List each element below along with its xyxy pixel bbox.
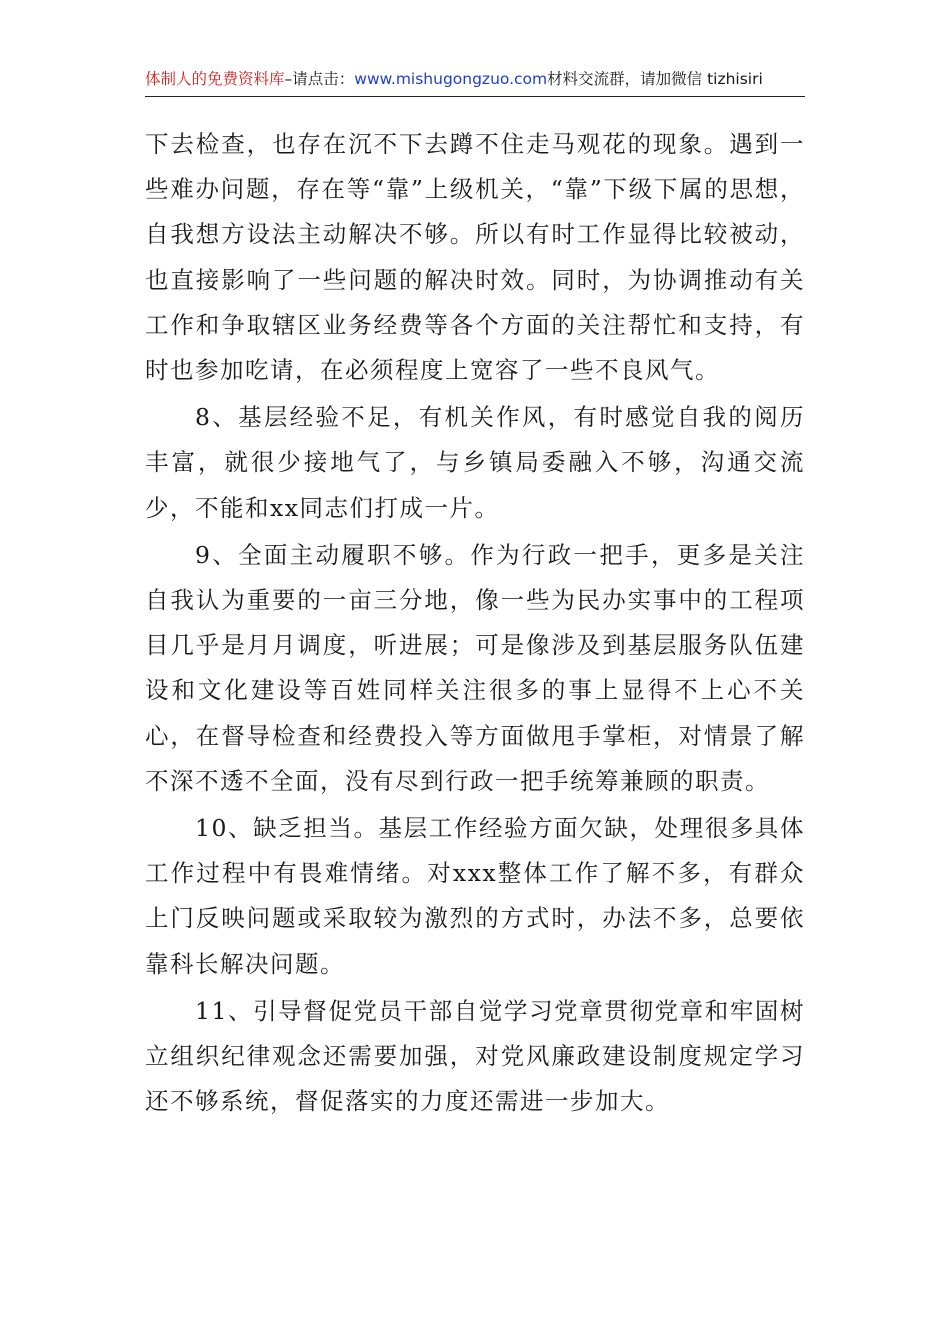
- header-wechat-text: 材料交流群，请加微信 tizhisiri: [547, 70, 763, 88]
- header-site-name: 体制人的免费资料库: [145, 70, 285, 88]
- document-body: [145, 122, 805, 1124]
- header-website-link[interactable]: www.mishugongzuo.com: [354, 70, 548, 88]
- paragraph-item-10: 10、缺乏担当。基层工作经验方面欠缺，处理很多具体工作过程中有畏难情绪。对xxx整体工作了解不多，有群众上门反映问题或采取较为激烈的方式时，办法不多，总要依靠科长解决问题。: [145, 814, 805, 978]
- header-prompt-text: –请点击：: [284, 70, 355, 88]
- paragraph-continuation: 下去检查，也存在沉不下去蹲不住走马观花的现象。遇到一些难办问题，存在等“靠”上级机关，“靠”下级下属的思想，自我想方设法主动解决不够。所以有时工作显得比较被动，也直接影响了一些问题的解决时效。同时，为协调推动有关工作和争取辖区业务经费等各个方面的关注帮忙和支持，有时也参加吃请，在必须程度上宽容了一些不良风气。: [145, 130, 805, 385]
- page-header: [145, 66, 805, 97]
- paragraph-item-11: 11、引导督促党员干部自觉学习党章贯彻党章和牢固树立组织纪律观念还需要加强，对党风廉政建设制度规定学习还不够系统，督促落实的力度还需进一步加大。: [145, 996, 805, 1116]
- paragraph-item-9: 9、全面主动履职不够。作为行政一把手，更多是关注自我认为重要的一亩三分地，像一些为民办实事中的工程项目几乎是月月调度，听进展；可是像涉及到基层服务队伍建设和文化建设等百姓同样关注很多的事上显得不上心不关心，在督导检查和经费投入等方面做甩手掌柜，对情景了解不深不透不全面，没有尽到行政一把手统筹兼顾的职责。: [145, 540, 805, 795]
- paragraph-item-8: 8、基层经验不足，有机关作风，有时感觉自我的阅历丰富，就很少接地气了，与乡镇局委融入不够，沟通交流少，不能和xx同志们打成一片。: [145, 403, 805, 522]
